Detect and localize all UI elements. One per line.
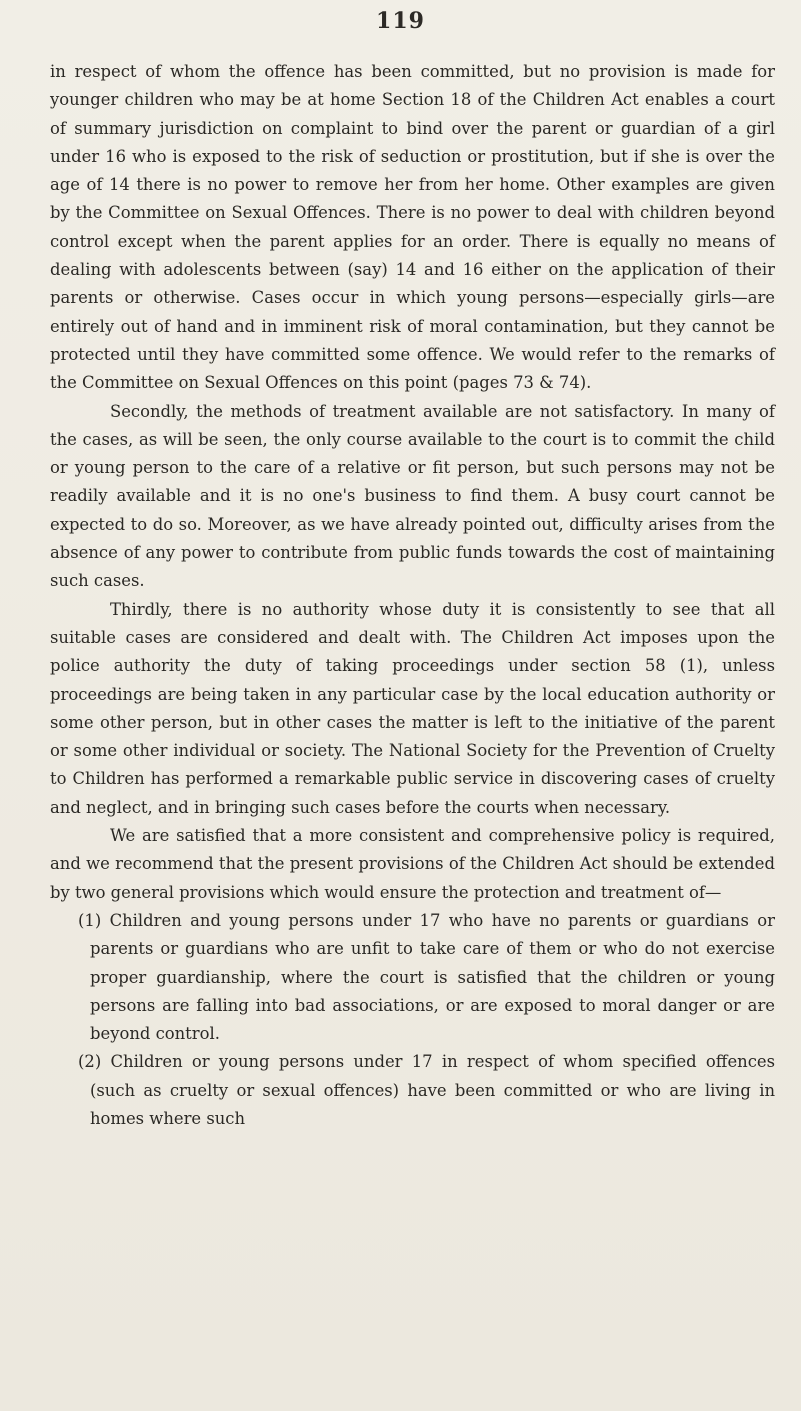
list-item-2: (2) Children or young persons under 17 in respect of whom specified offences (such as cruelty or sexual offences) have been committed or who are living in homes where such: [78, 1052, 775, 1128]
list-item-1: (1) Children and young persons under 17 who have no parents or guardians or parents or guardians who are unfit to take care of them or who do not exercise proper guardianship, where the court is satisfied that the children or young persons are falling into bad associations, or are exposed to moral danger or are beyond control.: [78, 910, 775, 1044]
paragraph-intro: in respect of whom the offence has been committed, but no provision is made for younger children who may be at home Section 18 of the Children Act enables a court of summary jurisdiction on complaint to bind over the parent or guardian of a girl under 16 who is exposed to the risk of seduction or prostitution, but if she is over the age of 14 there is no power to remove her from her home. Other examples are given by the Committee on Sexual Offences. There is no power to deal with children beyond control except when the parent applies for an order. There is equally no means of dealing with adolescents between (say) 14 and 16 either on the application of their parents or otherwise. Cases occur in which young persons—especially girls—are entirely out of hand and in imminent risk of moral contamination, but they cannot be protected until they have committed some offence. We would refer to the remarks of the Committee on Sexual Offences on this point (pages 73 & 74).: [50, 62, 775, 393]
paragraph-recommendation: We are satisfied that a more consistent and comprehensive policy is required, and we recommend that the present provisions of the Children Act should be extended by two general provisions which would ensure the protection and treatment of—: [50, 826, 775, 902]
paragraph-thirdly: Thirdly, there is no authority whose duty it is consistently to see that all suitable cases are considered and dealt with. The Children Act imposes upon the police authority the duty of taking proceedings under section 58 (1), unless proceedings are being taken in any particular case by the local education authority or some other person, but in other cases the matter is left to the initiative of the parent or some other individual or society. The National Society for the Prevention of Cruelty to Children has performed a remarkable public service in discovering cases of cruelty and neglect, and in bringing such cases before the courts when necessary.: [50, 599, 775, 817]
page-number: 119: [376, 8, 425, 34]
paragraph-secondly: Secondly, the methods of treatment available are not satisfactory. In many of the cases, as will be seen, the only course available to the court is to commit the child or young person to the care of a relative or fit person, but such persons may not be readily available and it is no one's business to find them. A busy court cannot be expected to do so. Moreover, as we have already pointed out, difficulty arises from the absence of any power to contribute from public funds towards the cost of maintaining such cases.: [50, 401, 775, 591]
